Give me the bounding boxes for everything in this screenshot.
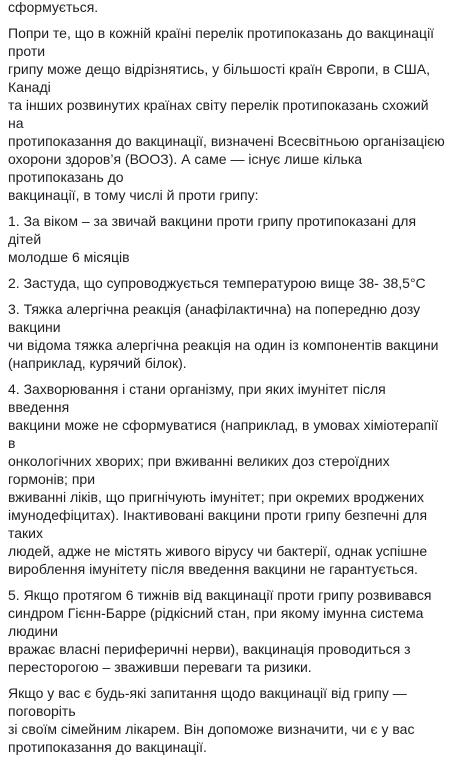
post-text [8, 0, 446, 764]
list-item-age: 1. За віком – за звичай вакцини проти грипу протипоказані для дітей молодше 6 місяців [8, 213, 417, 265]
paragraph-closing: Якщо у вас є будь-які запитання щодо вакцинації від грипу — поговоріть зі своїм сімейним лікарем. Він допоможе визначити, чи є у вас протипоказання до вакцинації. [8, 685, 415, 755]
list-item-guillain-barre: 5. Якщо протягом 6 тижнів від вакцинації проти грипу розвивався синдром Гієнн-Барре (рідкісний стан, при якому імунна система людини вражає власні периферичні нерви), вакцинація проводиться з пересторогою – зваживши переваги та ризики. [8, 587, 432, 675]
paragraph-contraindications-intro: Попри те, що в кожній країні перелік протипоказань до вакцинації проти грипу може дещо відрізнятись, у більшості країн Європи, в США, Канаді та інших розвинутих країнах світу перелік протипоказань схожий на протипоказання до вакцинації, визначені Всесвітньою організацією охорони здоров’я (ВООЗ). А саме — існує лише кілька протипоказань до вакцинації, в тому числі й проти грипу: [8, 25, 445, 203]
list-item-immunity: 4. Захворювання і стани організму, при яких імунітет після введення вакцини може не сформуватися (наприклад, в умовах хіміотерапії в онкологічних хворих; при вживанні великих доз стероїдних гормонів; при вживанні ліків, що пригнічують імунітет; при окремих вроджених імунодефіцитах). Інактивовані вакцини проти грипу безпечні для таких людей, адже не містять живого вірусу чи бактерії, однак успішне вироблення імунітету після введення вакцини не гарантується. [8, 381, 439, 577]
paragraph-intro-tail: сформується. [8, 0, 99, 15]
list-item-allergy: 3. Тяжка алергічна реакція (анафілактична) на попередню дозу вакцини чи відома тяжка алергічна реакція на один із компонентів вакцини (наприклад, курячий білок). [8, 301, 439, 371]
list-item-cold: 2. Застуда, що супроводжується температурою вище 38- 38,5°С [8, 275, 426, 291]
